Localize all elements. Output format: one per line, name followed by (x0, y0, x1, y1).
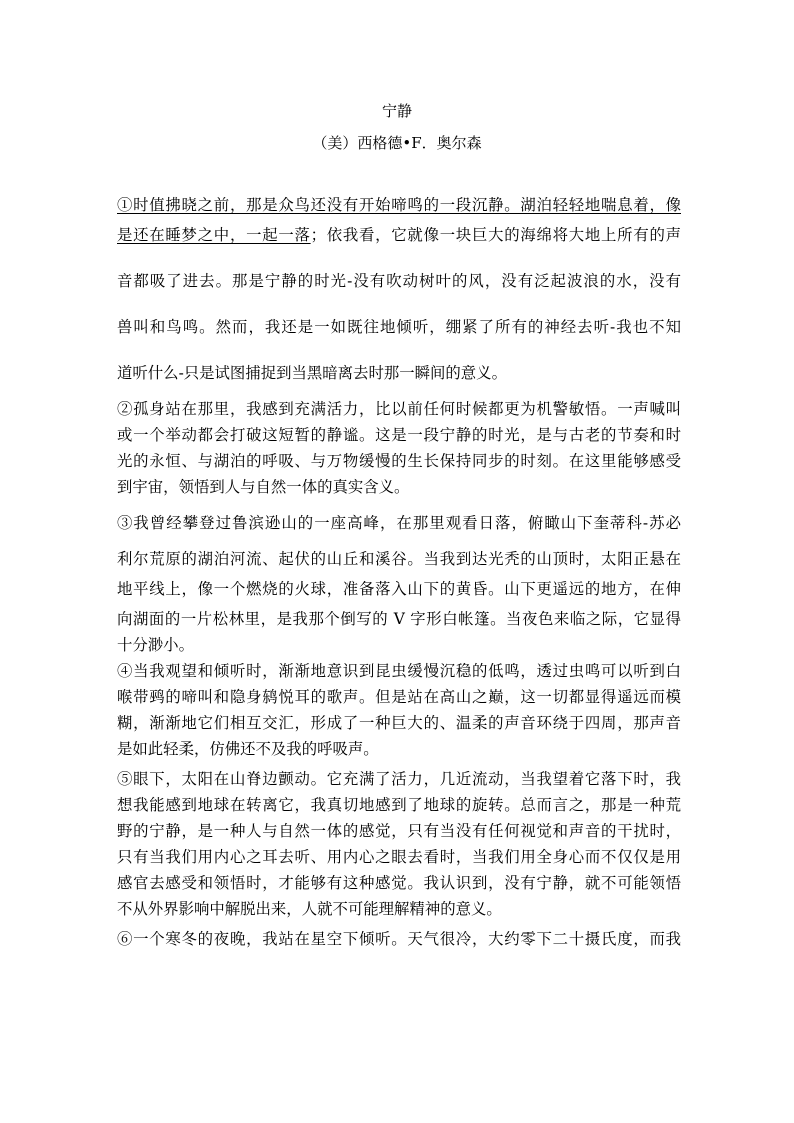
article-author: （美）西格德•F．奥尔森 (312, 134, 482, 152)
text-line: 想我能感到地球在转离它，我真切地感到了地球的旋转。总而言之，那是一种荒 (117, 796, 681, 814)
paragraph-1 (117, 192, 681, 386)
text-line: 到宇宙，领悟到人与自然一体的真实含义。 (117, 478, 410, 496)
text-line: 野的宁静，是一种人与自然一体的感觉，只有当没有任何视觉和声音的干扰时， (117, 822, 681, 840)
paragraph-2 (117, 396, 681, 500)
text-line: 十分渺小。 (117, 636, 194, 654)
text-line: ③我曾经攀登过鲁滨逊山的一座高峰，在那里观看日落，俯瞰山下奎蒂科-苏必 (117, 514, 681, 532)
text-line: ⑥一个寒冬的夜晚，我站在星空下倾听。天气很冷，大约零下二十摄氏度，而我 (117, 930, 681, 948)
text-line: 不从外界影响中解脱出来，人就不可能理解精神的意义。 (117, 900, 502, 918)
text-line: 糊，渐渐地它们相互交汇，形成了一种巨大的、温柔的声音环绕于四周，那声音 (117, 714, 681, 732)
paragraph-5 (117, 766, 681, 922)
text-line: 是如此轻柔，仿佛还不及我的呼吸声。 (117, 740, 379, 758)
text-line: 或一个举动都会打破这短暂的静谧。这是一段宁静的时光，是与古老的节奏和时 (117, 426, 681, 444)
text-line (117, 192, 681, 218)
text-line: 光的永恒、与湖泊的呼吸、与万物缓慢的生长保持同步的时刻。在这里能够感受 (117, 452, 681, 470)
text-line: 向湖面的一片松林里，是我那个倒写的 V 字形白帐篷。当夜色来临之际，它显得 (117, 610, 681, 628)
underlined-sentence: ①时值拂晓之前，那是众鸟还没有开始啼鸣的一段沉静。湖泊轻轻地喘息着，像 (117, 196, 681, 214)
article-title: 宁静 (381, 102, 412, 120)
text-line: 地平线上，像一个燃烧的火球，准备落入山下的黄昏。山下更遥远的地方，在伸 (117, 580, 681, 598)
text-line: ④当我观望和倾听时，渐渐地意识到昆虫缓慢沉稳的低鸣，透过虫鸣可以听到白 (117, 662, 681, 680)
text-line: 喉带鹀的啼叫和隐身鸫悦耳的歌声。但是站在高山之巅，这一切都显得遥远而模 (117, 688, 681, 706)
text-line: 利尔荒原的湖泊河流、起伏的山丘和溪谷。当我到达光秃的山顶时，太阳正悬在 (117, 550, 681, 568)
text-segment: ；依我看，它就像一块巨大的海绵将大地上所有的声 (310, 226, 681, 244)
text-line: 道听什么-只是试图捕捉到当黑暗离去时那一瞬间的意义。 (117, 364, 507, 382)
underlined-sentence: 是还在睡梦之中，一起一落 (117, 226, 311, 244)
paragraph-6 (117, 926, 681, 952)
text-line: 音都吸了进去。那是宁静的时光-没有吹动树叶的风，没有泛起波浪的水，没有 (117, 272, 681, 290)
text-line (117, 222, 681, 248)
text-line: 兽叫和鸟鸣。然而，我还是一如既往地倾听，绷紧了所有的神经去听-我也不知 (117, 318, 681, 336)
text-line: 只有当我们用内心之耳去听、用内心之眼去看时，当我们用全身心而不仅仅是用 (117, 848, 681, 866)
paragraph-4 (117, 658, 681, 762)
paragraph-3 (117, 510, 681, 658)
text-line: 感官去感受和领悟时，才能够有这种感觉。我认识到，没有宁静，就不可能领悟 (117, 874, 681, 892)
text-line: ⑤眼下，太阳在山脊边颤动。它充满了活力，几近流动，当我望着它落下时，我 (117, 770, 681, 788)
article-body (117, 192, 681, 952)
text-line: ②孤身站在那里，我感到充满活力，比以前任何时候都更为机警敏悟。一声喊叫 (117, 400, 681, 418)
